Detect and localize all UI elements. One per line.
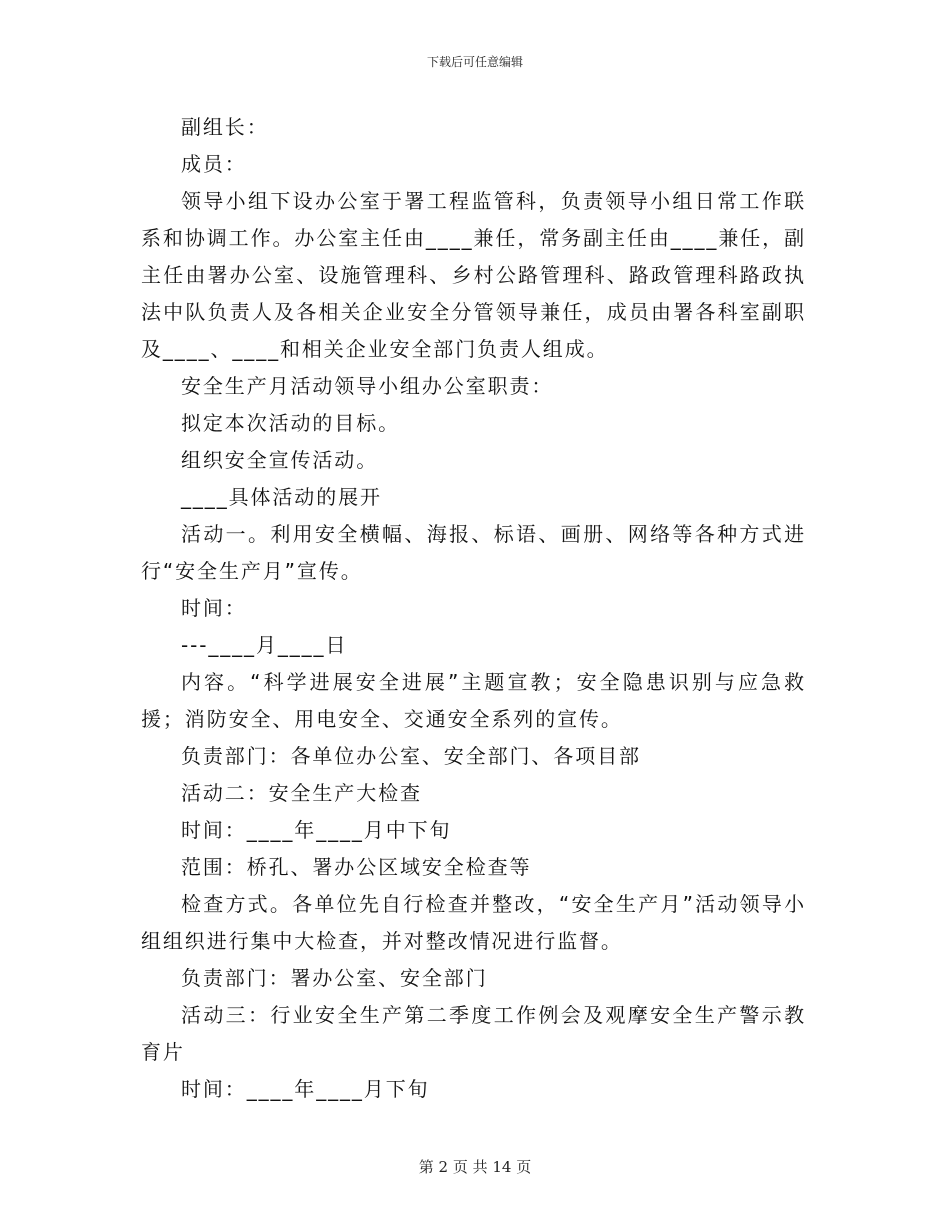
page-number: 第 2 页 共 14 页 xyxy=(418,1158,532,1176)
document-body xyxy=(141,109,806,1108)
header-note: 下载后可任意编辑 xyxy=(426,55,523,69)
paragraph-activity-two-dept: 负责部门：署办公室、安全部门 xyxy=(181,966,488,990)
paragraph-activity-one-date: ---____月____日 xyxy=(181,633,348,657)
paragraph-office-duties-heading: 安全生产月活动领导小组办公室职责： xyxy=(181,374,554,398)
paragraph-activity-two: 活动二：安全生产大检查 xyxy=(181,781,422,805)
paragraph-activity-three: 活动三：行业安全生产第二季度工作例会及观摩安全生产警示教育片 xyxy=(141,1003,806,1064)
paragraph-members: 成员： xyxy=(181,152,247,176)
paragraph-activity-one-dept: 负责部门：各单位办公室、安全部门、各项目部 xyxy=(181,744,641,768)
paragraph-activity-three-time: 时间：____年____月下旬 xyxy=(181,1077,430,1101)
paragraph-duty-goal: 拟定本次活动的目标。 xyxy=(181,411,400,435)
paragraph-activity-two-method: 检查方式。各单位先自行检查并整改，“安全生产月”活动领导小组组织进行集中大检查，并对整改情况进行监督。 xyxy=(141,892,806,953)
paragraph-activity-one-content: 内容。“科学进展安全进展”主题宣教；安全隐患识别与应急救援；消防安全、用电安全、交通安全系列的宣传。 xyxy=(141,670,806,731)
paragraph-activity-one-time-label: 时间： xyxy=(181,596,247,620)
paragraph-activities-heading: ____具体活动的展开 xyxy=(181,485,382,509)
paragraph-office-setup: 领导小组下设办公室于署工程监管科，负责领导小组日常工作联系和协调工作。办公室主任由____兼任，常务副主任由____兼任，副主任由署办公室、设施管理科、乡村公路管理科、路政管理科路政执法中队负责人及各相关企业安全分管领导兼任，成员由署各科室副职及____、____和相关企业安全部门负责人组成。 xyxy=(141,189,806,361)
paragraph-activity-two-scope: 范围：桥孔、署办公区域安全检查等 xyxy=(181,855,532,879)
paragraph-deputy-leader: 副组长： xyxy=(181,115,269,139)
paragraph-activity-two-time: 时间：____年____月中下旬 xyxy=(181,818,452,842)
paragraph-duty-publicity: 组织安全宣传活动。 xyxy=(181,448,379,472)
paragraph-activity-one: 活动一。利用安全横幅、海报、标语、画册、网络等各种方式进行“安全生产月”宣传。 xyxy=(141,522,806,583)
